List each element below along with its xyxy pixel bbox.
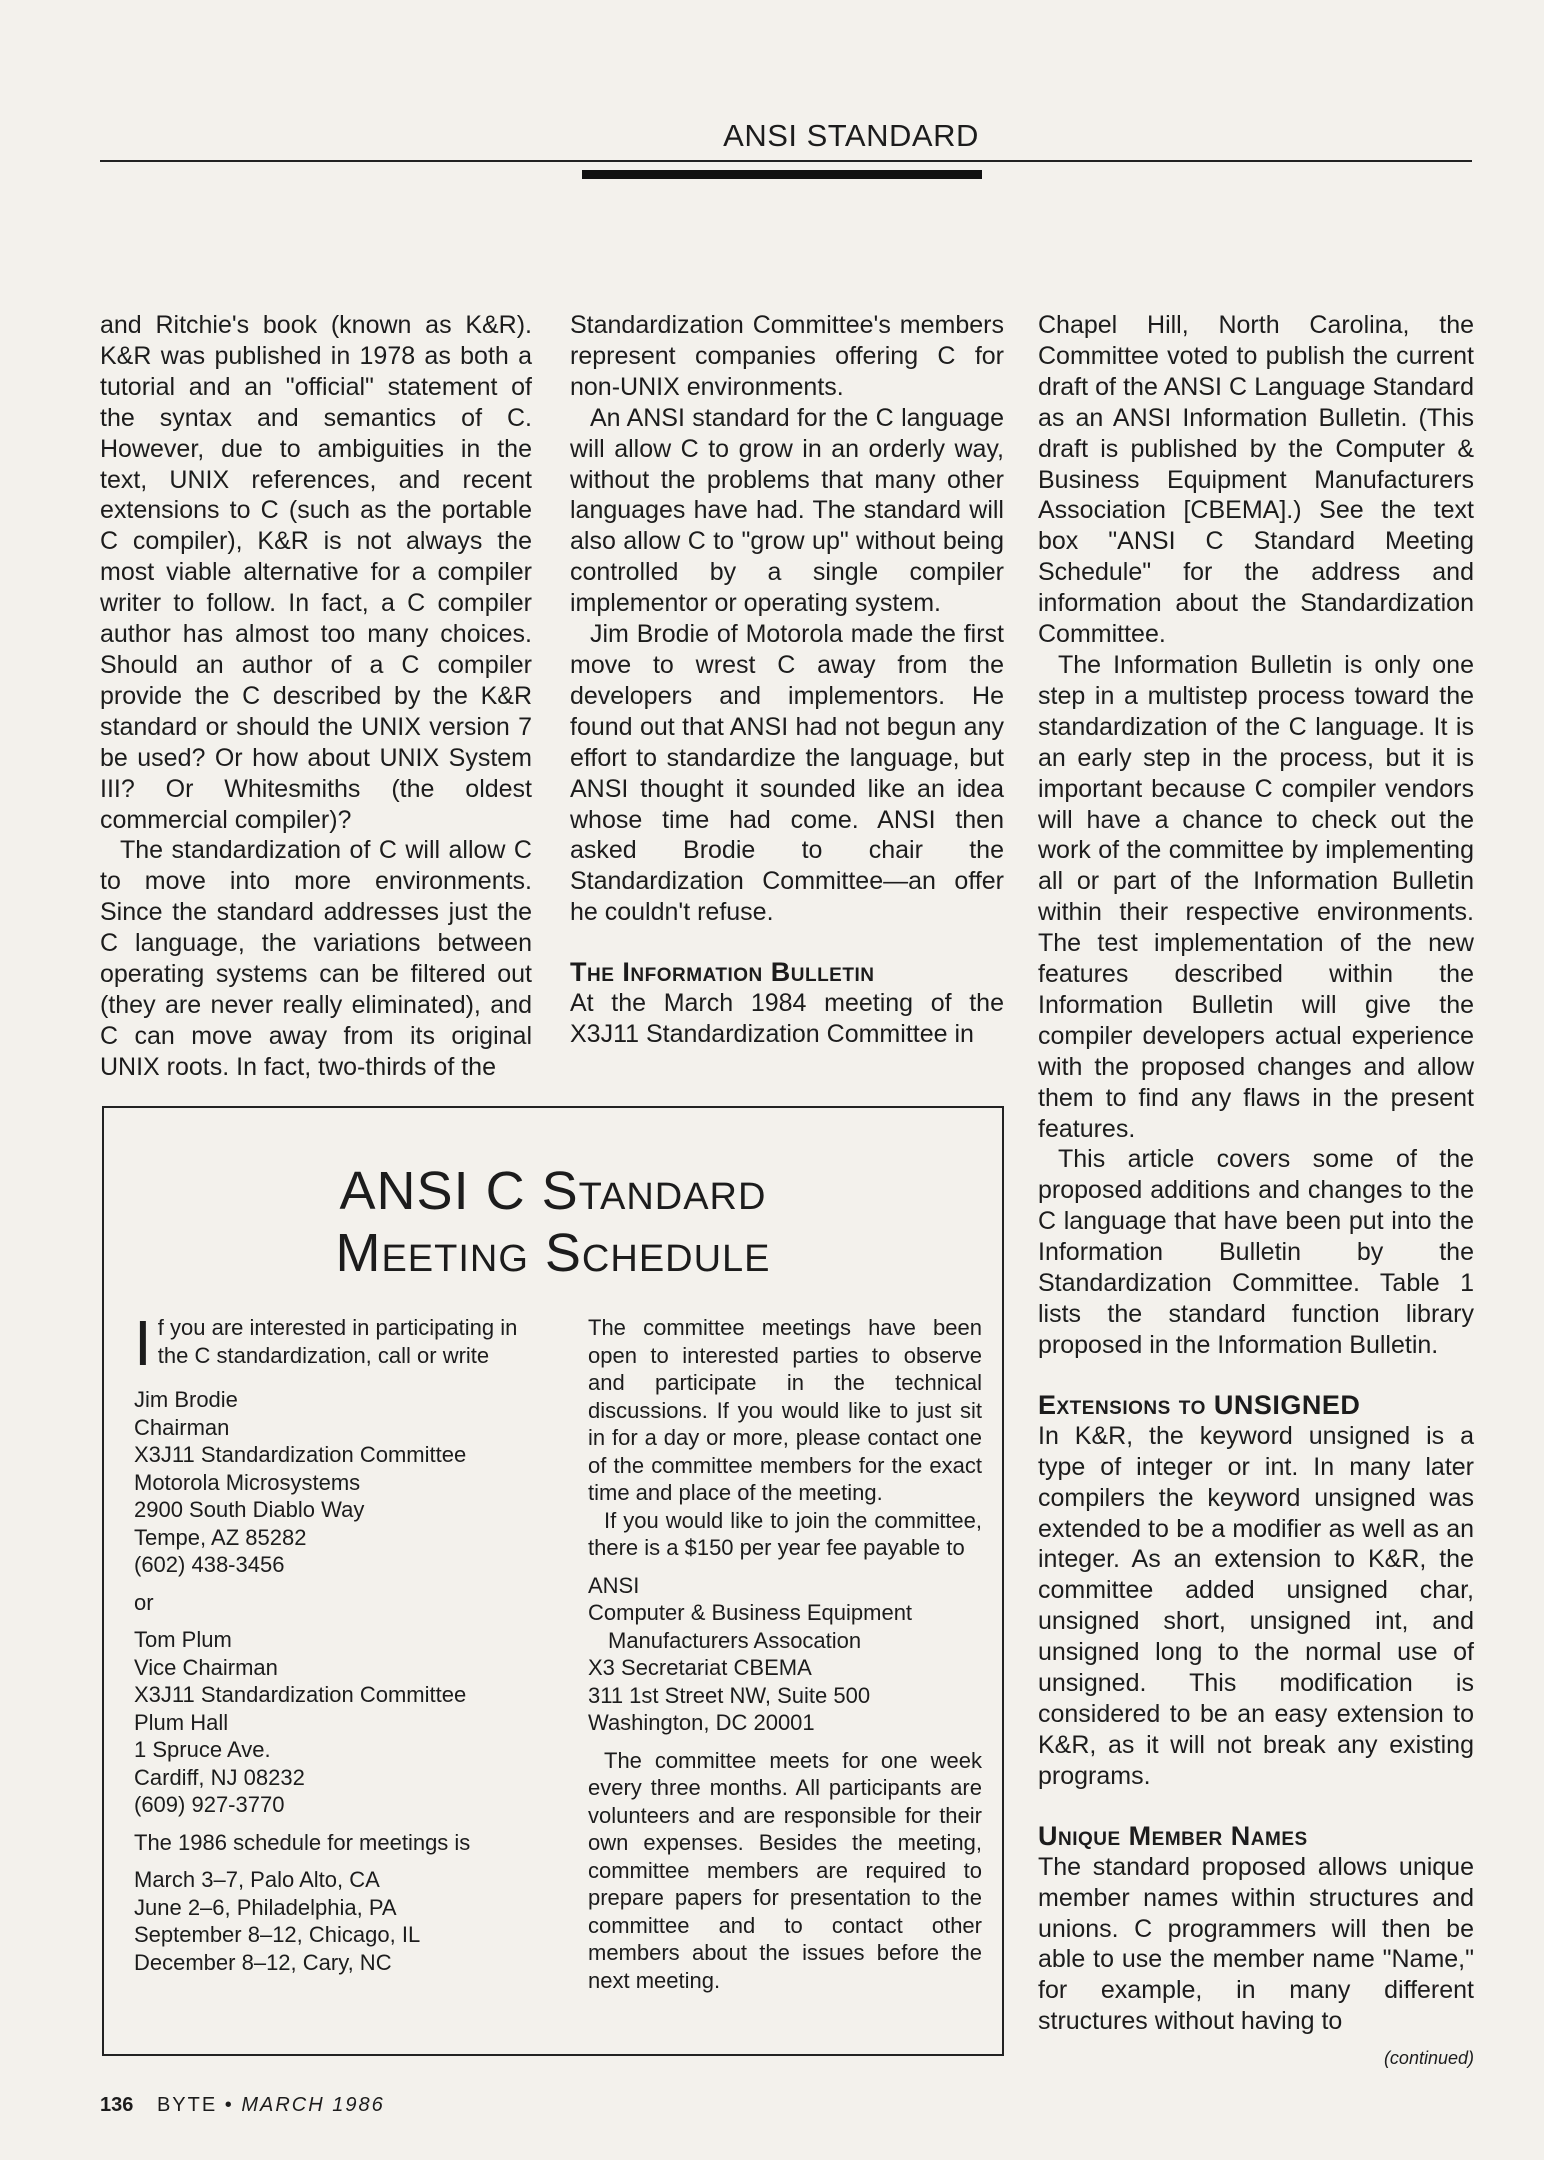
paragraph: Jim Brodie of Motorola made the first move to wrest C away from the developers and implementors. He found out that ANSI had not begun any effort to standardize the language, but ANSI thought it sounded like an idea whose time had come. ANSI then asked Brodie to chair the Standardization Committee—an offer he couldn't refuse. xyxy=(570,620,1004,927)
issue-date: MARCH 1986 xyxy=(241,2094,385,2116)
contact-line: Tom Plum xyxy=(134,1627,232,1652)
paragraph: This article covers some of the proposed additions and changes to the C language that have been put into the Information Bulletin by the Standardization Committee. Table 1 lists the standard function library proposed in the Information Bulletin. xyxy=(1038,1145,1474,1359)
contact-line: (609) 927-3770 xyxy=(134,1792,285,1817)
page-footer xyxy=(100,2094,385,2117)
contact-line: Vice Chairman xyxy=(134,1654,278,1680)
paragraph: The standardization of C will allow C to move into more environments. Since the standard addresses just the C language, the variations between operating systems can be filtered out (they are never really eliminated), and C can move away from its original UNIX roots. In fact, two-thirds of the xyxy=(100,836,532,1081)
text-column-1 xyxy=(100,310,532,1083)
subhead-information-bulletin: The Information Bulletin xyxy=(570,957,875,988)
contact-line: Chairman xyxy=(134,1414,230,1440)
schedule-intro: The 1986 schedule for meetings is xyxy=(134,1829,471,1855)
contact-chairman xyxy=(134,1386,542,1579)
paragraph: The standard proposed allows unique member names within structures and unions. C programmers will then be able to use the member name "Name," for example, in many different structures without having to xyxy=(1038,1852,1474,2036)
contact-line: (602) 438-3456 xyxy=(134,1552,285,1577)
meeting-list xyxy=(134,1866,542,1976)
paragraph: In K&R, the keyword unsigned is a type of integer or int. In many later compilers the keyword unsigned was extended to be a modifier as well as an integer. As an extension to K&R, the committee added unsigned char, unsigned short, unsigned int, and unsigned long to the normal use of unsigned. This modification is considered to be an easy extension to K&R, as it will not break any existing programs. xyxy=(1038,1421,1474,1790)
meeting-item: June 2–6, Philadelphia, PA xyxy=(134,1894,397,1920)
address-line: X3 Secretariat CBEMA xyxy=(588,1655,812,1680)
subhead-extensions-unsigned: Extensions to UNSIGNED xyxy=(1038,1389,1361,1420)
box-title xyxy=(104,1160,1002,1284)
intro-paragraph xyxy=(134,1307,542,1379)
box-left-column xyxy=(134,1307,542,1976)
address-line: Computer & Business Equipment xyxy=(588,1600,913,1625)
contact-line: Cardiff, NJ 08232 xyxy=(134,1764,305,1790)
meeting-item: March 3–7, Palo Alto, CA xyxy=(134,1867,380,1892)
meeting-item: December 8–12, Cary, NC xyxy=(134,1949,392,1975)
text-column-2 xyxy=(570,310,1004,1050)
address-line: Manufacturers Assocation xyxy=(608,1627,862,1653)
or-text: or xyxy=(134,1589,154,1615)
header-rule xyxy=(100,160,1472,162)
contact-line: Tempe, AZ 85282 xyxy=(134,1524,307,1550)
contact-line: Jim Brodie xyxy=(134,1387,238,1412)
payment-address xyxy=(588,1572,982,1737)
contact-line: Motorola Microsystems xyxy=(134,1469,361,1495)
meeting-item: September 8–12, Chicago, IL xyxy=(134,1922,421,1947)
paragraph: Standardization Committee's members represent companies offering C for non-UNIX environments. xyxy=(570,311,1004,401)
header-bar xyxy=(582,170,982,179)
address-line: ANSI xyxy=(588,1572,640,1598)
box-title-line-2: Meeting Schedule xyxy=(335,1223,771,1283)
contact-line: X3J11 Standardization Committee xyxy=(134,1682,467,1707)
contact-line: Plum Hall xyxy=(134,1709,229,1735)
address-line: 311 1st Street NW, Suite 500 xyxy=(588,1682,871,1708)
contact-line: 2900 South Diablo Way xyxy=(134,1497,365,1522)
paragraph: and Ritchie's book (known as K&R). K&R was published in 1978 as both a tutorial and an "official" statement of the syntax and semantics of C. However, due to ambiguities in the text, UNIX references, and recent extensions to C (such as the portable C compiler), K&R is not always the most viable alternative for a compiler writer to follow. In fact, a C compiler author has almost too many choices. Should an author of a C compiler provide the C described by the K&R standard or should the UNIX version 7 be used? Or how about UNIX System III? Or Whitesmiths (the oldest commercial compiler)? xyxy=(100,311,532,834)
footer-separator: • xyxy=(224,2094,234,2116)
continued-note: (continued) xyxy=(1383,2048,1474,2069)
text-column-3 xyxy=(1038,310,1474,2074)
contact-line: X3J11 Standardization Committee xyxy=(134,1442,467,1467)
paragraph: If you would like to join the committee, there is a $150 per year fee payable to xyxy=(588,1507,982,1560)
contact-line: 1 Spruce Ave. xyxy=(134,1737,271,1762)
paragraph: The committee meetings have been open to interested parties to observe and participate in the technical discussions. If you would like to just sit in for a day or more, please contact one of the committee members for the exact time and place of the meeting. xyxy=(588,1315,982,1505)
magazine-name: BYTE xyxy=(156,2094,218,2116)
paragraph: The Information Bulletin is only one step in a multistep process toward the standardization of the C language. It is an early step in the process, but it is important because C compiler vendors will have a chance to check out the work of the committee by implementing all or part of the Information Bulletin within their respective environments. The test implementation of the new features described within the Information Bulletin will give the compiler developers actual experience with the proposed changes and allow them to find any flaws in the present features. xyxy=(1038,650,1474,1143)
meeting-schedule-box xyxy=(102,1106,1004,2056)
box-title-line-1: ANSI C Standard xyxy=(339,1161,767,1221)
paragraph: The committee meets for one week every three months. All participants are volunteers and are responsible for their own expenses. Besides the meeting, committee members are required to prepare papers for presentation to the committee and to contact other members about the issues before the next meeting. xyxy=(588,1747,982,1993)
address-line: Washington, DC 20001 xyxy=(588,1710,815,1735)
contact-vice-chairman xyxy=(134,1626,542,1819)
paragraph: Chapel Hill, North Carolina, the Committee voted to publish the current draft of the ANSI C Language Standard as an ANSI Information Bulletin. (This draft is published by the Computer & Business Equipment Manufacturers Association [CBEMA].) See the text box "ANSI C Standard Meeting Schedule" for the address and information about the Standardization Committee. xyxy=(1038,311,1474,649)
section-title: ANSI STANDARD xyxy=(723,118,979,153)
subhead-unique-member-names: Unique Member Names xyxy=(1038,1820,1308,1851)
intro-text: f you are interested in participating in the C standardization, call or write xyxy=(157,1315,518,1368)
paragraph: An ANSI standard for the C language will allow C to grow in an orderly way, without the problems that many other languages have had. The standard will also allow C to "grow up" without being controlled by a single compiler implementor or operating system. xyxy=(570,403,1004,618)
page-number: 136 xyxy=(100,2094,134,2116)
paragraph: At the March 1984 meeting of the X3J11 Standardization Committee in xyxy=(570,989,1004,1049)
drop-cap: I xyxy=(134,1307,152,1379)
box-right-column xyxy=(588,1314,982,1994)
